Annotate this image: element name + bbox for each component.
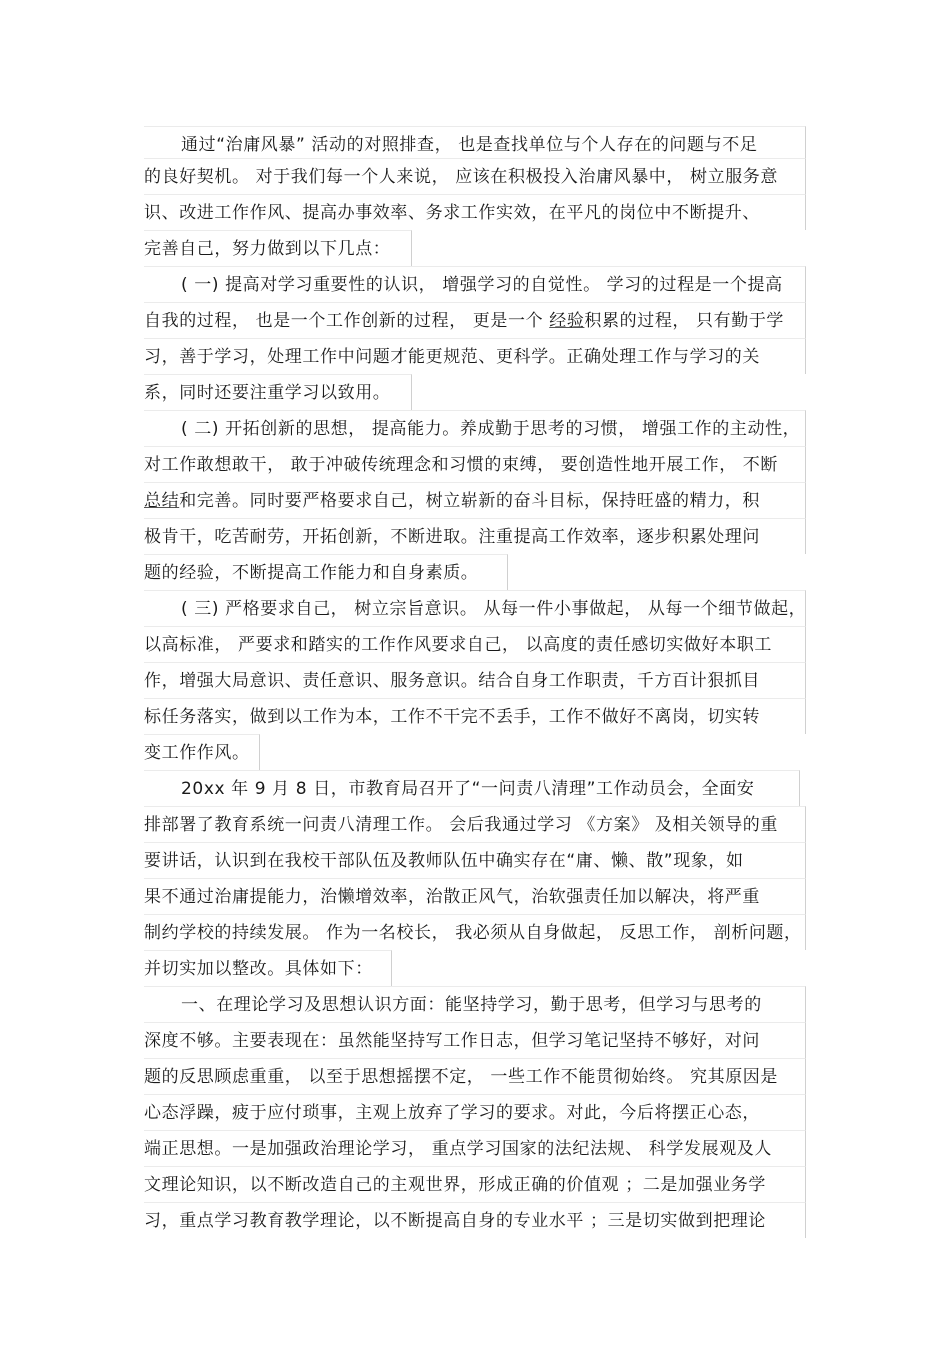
text-line: 题的反思顾虑重重， 以至于思想摇摆不定， 一些工作不能贯彻始终。 究其原因是 (144, 1058, 806, 1094)
text-line: ( 二) 开拓创新的思想， 提高能力。养成勤于思考的习惯， 增强工作的主动性， (144, 410, 806, 446)
text-line: 标任务落实，做到以工作为本，工作不干完不丢手，工作不做好不离岗，切实转 (144, 698, 806, 734)
text-line: 变工作作风。 (144, 734, 260, 770)
text-segment: 积累的过程， 只有勤于学 (584, 311, 785, 331)
text-line: 并切实加以整改。具体如下： (144, 950, 392, 986)
text-line: 通过“治庸风暴” 活动的对照排查， 也是查找单位与个人存在的问题与不足 (144, 126, 806, 162)
text-line: 果不通过治庸提能力，治懒增效率，治散正风气，治软强责任加以解决，将严重 (144, 878, 806, 914)
text-line: 制约学校的持续发展。 作为一名校长， 我必须从自身做起， 反思工作， 剖析问题， (144, 914, 806, 950)
text-line: 心态浮躁，疲于应付琐事，主观上放弃了学习的要求。对此，今后将摆正心态， (144, 1094, 806, 1130)
text-line: 深度不够。主要表现在：虽然能坚持写工作日志，但学习笔记坚持不够好，对问 (144, 1022, 806, 1058)
text-line (144, 302, 806, 338)
underlined-term: 经验 (549, 311, 585, 331)
text-line (144, 482, 806, 518)
text-line: 习，善于学习，处理工作中问题才能更规范、更科学。正确处理工作与学习的关 (144, 338, 806, 374)
text-segment: 和完善。同时要严格要求自己，树立崭新的奋斗目标，保持旺盛的精力，积 (179, 491, 761, 511)
underlined-term: 总结 (144, 491, 180, 511)
text-line: 文理论知识，以不断改造自己的主观世界，形成正确的价值观 ；二是加强业务学 (144, 1166, 806, 1202)
text-line: 排部署了教育系统一问责八清理工作。 会后我通过学习 《方案》 及相关领导的重 (144, 806, 806, 842)
text-line: 识、改进工作作风、提高办事效率、务求工作实效，在平凡的岗位中不断提升、 (144, 194, 806, 230)
text-line: 要讲话，认识到在我校干部队伍及教师队伍中确实存在“庸、懒、散”现象，如 (144, 842, 806, 878)
text-line: 的良好契机。 对于我们每一个人来说， 应该在积极投入治庸风暴中， 树立服务意 (144, 158, 806, 194)
text-line: 20xx 年 9 月 8 日，市教育局召开了“一问责八清理”工作动员会，全面安 (144, 770, 800, 806)
text-segment: 自我的过程， 也是一个工作创新的过程， 更是一个 (144, 311, 550, 331)
text-line: 习，重点学习教育教学理论，以不断提高自身的专业水平 ；三是切实做到把理论 (144, 1202, 806, 1238)
text-line: 极肯干，吃苦耐劳，开拓创新，不断进取。注重提高工作效率，逐步积累处理问 (144, 518, 806, 554)
text-line: 以高标准， 严要求和踏实的工作作风要求自己， 以高度的责任感切实做好本职工 (144, 626, 806, 662)
text-line: 对工作敢想敢干， 敢于冲破传统理念和习惯的束缚， 要创造性地开展工作， 不断 (144, 446, 806, 482)
text-line: ( 三) 严格要求自己， 树立宗旨意识。 从每一件小事做起， 从每一个细节做起， (144, 590, 806, 626)
text-line: 端正思想。一是加强政治理论学习， 重点学习国家的法纪法规、 科学发展观及人 (144, 1130, 806, 1166)
text-line: 作，增强大局意识、责任意识、服务意识。结合自身工作职责，千方百计狠抓目 (144, 662, 806, 698)
text-line: 题的经验，不断提高工作能力和自身素质。 (144, 554, 508, 590)
text-line: ( 一) 提高对学习重要性的认识， 增强学习的自觉性。 学习的过程是一个提高 (144, 266, 806, 302)
text-line: 系，同时还要注重学习以致用。 (144, 374, 412, 410)
text-line: 一、在理论学习及思想认识方面：能坚持学习，勤于思考，但学习与思考的 (144, 986, 806, 1022)
text-line: 完善自己，努力做到以下几点： (144, 230, 412, 266)
